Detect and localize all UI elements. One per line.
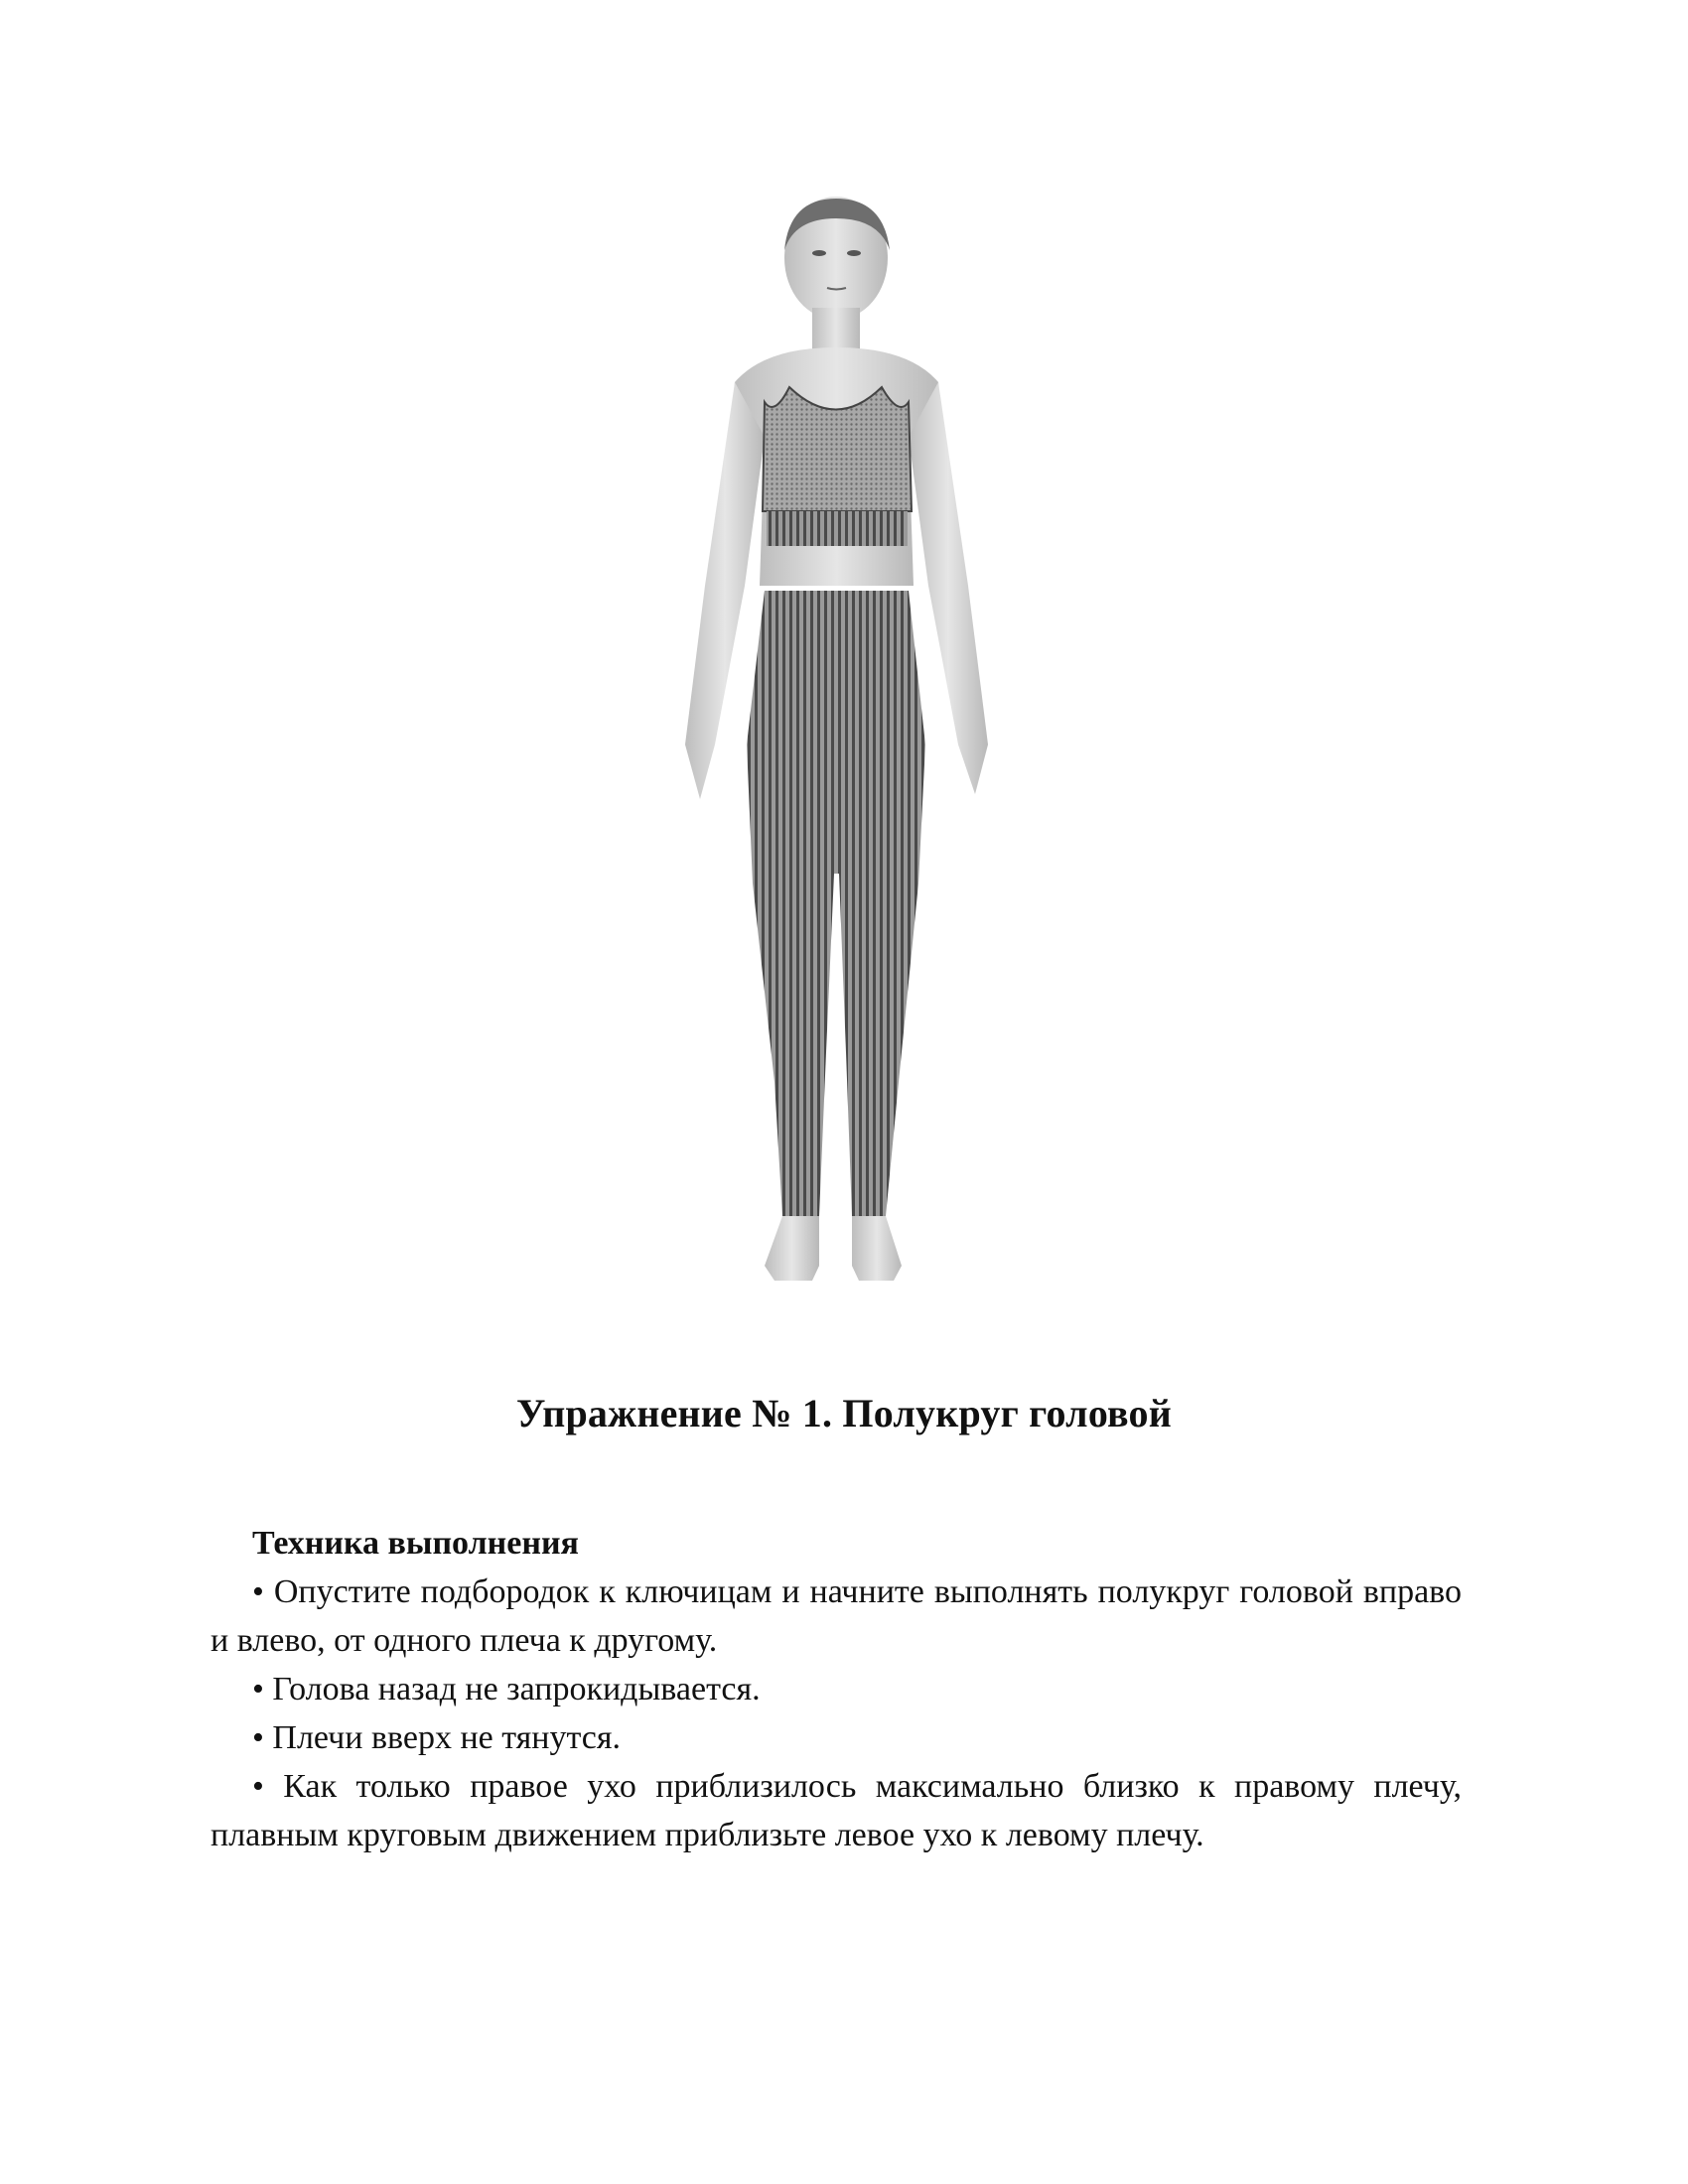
woman-standing-illustration [616, 189, 1072, 1320]
instruction-item: • Плечи вверх не тянутся. [252, 1719, 621, 1756]
technique-section [211, 1519, 1462, 1859]
instruction-item: • Как только правое ухо приблизилось максимально близко к правому плечу, плавным круговым движением приблизьте левое ухо к левому плечу. [211, 1768, 1462, 1853]
instruction-item: • Опустите подбородок к ключицам и начните выполнять полукруг головой вправо и влево, от одного плеча к другому. [211, 1573, 1462, 1659]
instruction-item: • Голова назад не запрокидывается. [252, 1671, 761, 1707]
exercise-title: Упражнение № 1. Полукруг головой [515, 1391, 1173, 1435]
section-heading: Техника выполнения [252, 1525, 579, 1562]
left-foot [852, 1216, 902, 1281]
leggings [747, 591, 925, 1216]
exercise-photo [616, 189, 1072, 1320]
right-foot [765, 1216, 819, 1281]
